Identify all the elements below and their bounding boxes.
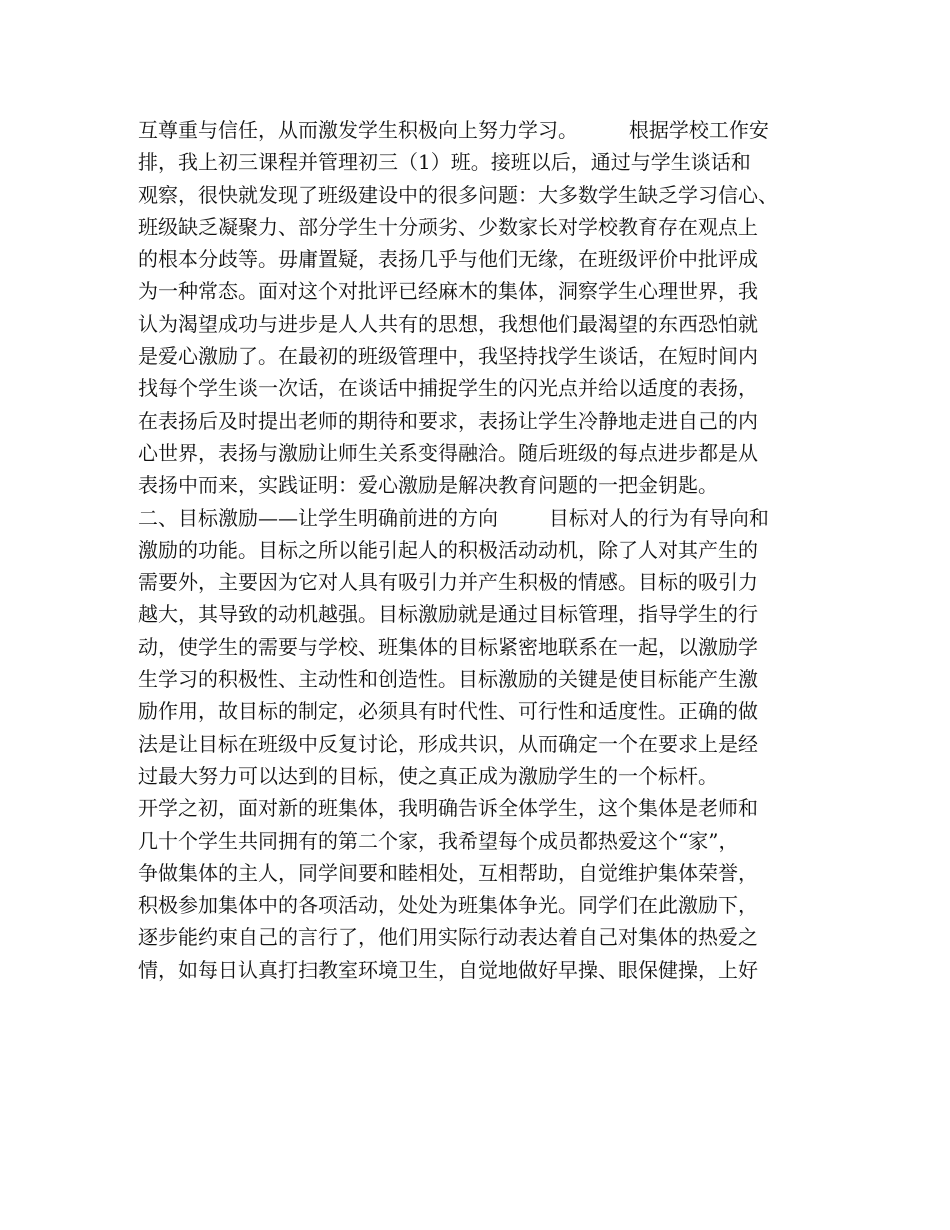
text-line: 越大，其导致的动机越强。目标激励就是通过目标管理，指导学生的行 <box>138 602 758 627</box>
text-line: 的根本分歧等。毋庸置疑，表扬几乎与他们无缘，在班级评价中批评成 <box>138 247 758 272</box>
text-line: 争做集体的主人，同学间要和睦相处，互相帮助，自觉维护集体荣誉， <box>138 860 758 885</box>
text-line: 是爱心激励了。在最初的班级管理中，我坚持找学生谈话，在短时间内 <box>138 344 758 369</box>
text-line: 找每个学生谈一次话，在谈话中捕捉学生的闪光点并给以适度的表扬， <box>138 376 758 401</box>
text-line: 生学习的积极性、主动性和创造性。目标激励的关键是使目标能产生激 <box>138 667 758 692</box>
text-line: 为一种常态。面对这个对批评已经麻木的集体，洞察学生心理世界，我 <box>138 279 758 304</box>
text-line: 在表扬后及时提出老师的期待和要求，表扬让学生冷静地走进自己的内 <box>138 408 758 433</box>
text-line: 法是让目标在班级中反复讨论，形成共识，从而确定一个在要求上是经 <box>138 731 758 756</box>
section-heading-line: 二、目标激励——让学生明确前进的方向 目标对人的行为有导向和 <box>138 505 769 530</box>
text-line: 互尊重与信任，从而激发学生积极向上努力学习。 根据学校工作安 <box>138 118 769 142</box>
text-line: 班级缺乏凝聚力、部分学生十分顽劣、少数家长对学校教育存在观点上 <box>138 214 758 239</box>
text-line: 积极参加集体中的各项活动，处处为班集体争光。同学们在此激励下， <box>138 893 758 918</box>
text-line: 励作用，故目标的制定，必须具有时代性、可行性和适度性。正确的做 <box>138 699 758 724</box>
text-line: 动，使学生的需要与学校、班集体的目标紧密地联系在一起，以激励学 <box>138 634 758 659</box>
text-line: 情，如每日认真打扫教室环境卫生，自觉地做好早操、眼保健操，上好 <box>138 957 758 982</box>
body-text <box>138 114 838 986</box>
text-line: 几十个学生共同拥有的第二个家，我希望每个成员都热爱这个“家”， <box>138 828 739 853</box>
text-line: 逐步能约束自己的言行了，他们用实际行动表达着自己对集体的热爱之 <box>138 925 758 950</box>
text-line: 排，我上初三课程并管理初三（1）班。接班以后，通过与学生谈话和 <box>138 150 751 175</box>
text-line: 认为渴望成功与进步是人人共有的思想，我想他们最渴望的东西恐怕就 <box>138 311 758 336</box>
text-line: 心世界，表扬与激励让师生关系变得融洽。随后班级的每点进步都是从 <box>138 440 758 465</box>
text-line: 表扬中而来，实践证明：爱心激励是解决教育问题的一把金钥匙。 <box>138 473 718 498</box>
text-line: 需要外，主要因为它对人具有吸引力并产生积极的情感。目标的吸引力 <box>138 570 758 595</box>
text-line: 开学之初，面对新的班集体，我明确告诉全体学生，这个集体是老师和 <box>138 796 758 821</box>
text-line: 过最大努力可以达到的目标，使之真正成为激励学生的一个标杆。 <box>138 763 718 788</box>
text-line: 观察，很快就发现了班级建设中的很多问题：大多数学生缺乏学习信心、 <box>138 182 778 207</box>
text-line: 激励的功能。目标之所以能引起人的积极活动动机，除了人对其产生的 <box>138 537 758 562</box>
